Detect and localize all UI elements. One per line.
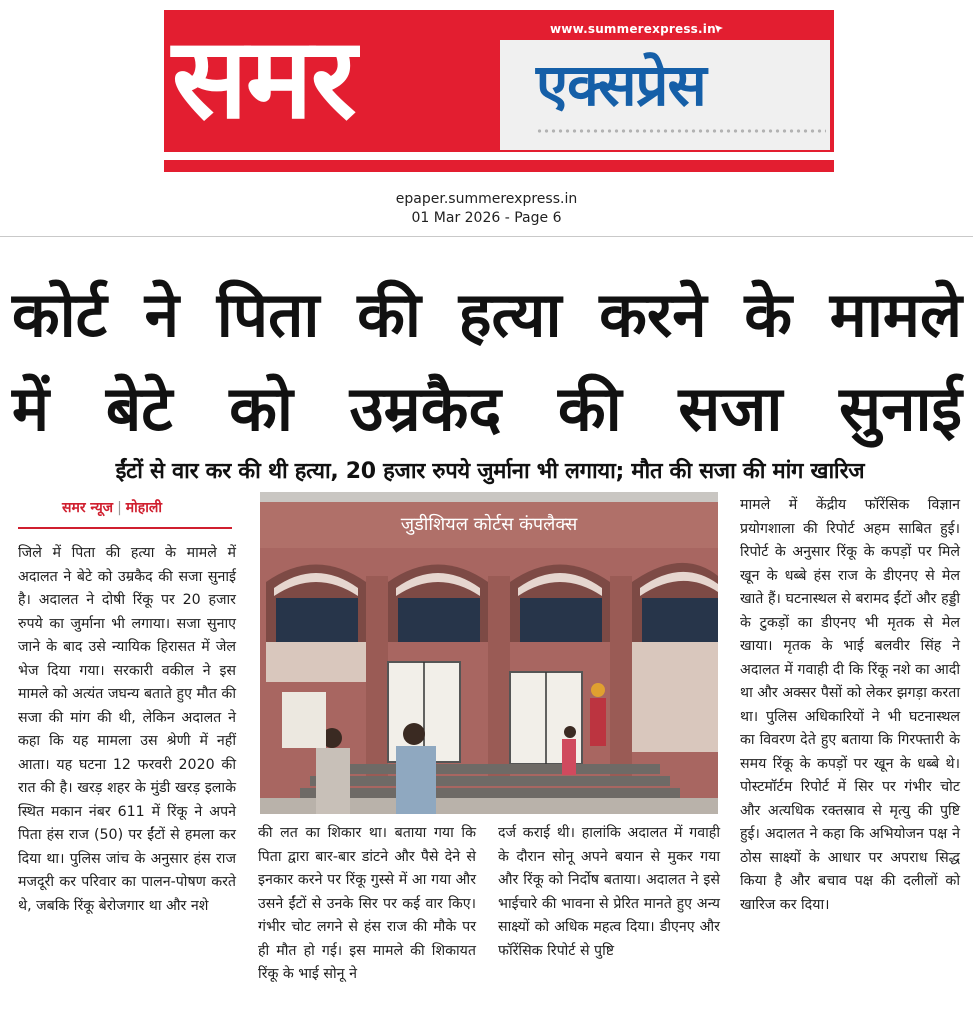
logo-dots-decoration [536, 128, 826, 134]
article-column-2: की लत का शिकार था। बताया गया कि पिता द्वारा बार-बार डांटने और पैसे देने से इनकार करने पर रिंकू गुस्से में आ गया और उसने ईंटों से उनके सिर पर कई वार किए। गंभीर चोट लगने से हंस राज की मौके पर ही मौत हो गई। इस मामले की शिकायत रिंकू के भाई सोनू ने [258, 825, 476, 982]
article-subheadline: ईंटों से वार कर की थी हत्या, 20 हजार रुपये जुर्माना भी लगाया; मौत की सजा की मांग खारिज [115, 459, 865, 484]
epaper-info [0, 190, 973, 228]
article-headline [12, 268, 962, 456]
epaper-site[interactable]: epaper.summerexpress.in [395, 191, 578, 207]
cursor-arrow-icon [712, 22, 726, 36]
logo-main-text: समर [172, 14, 355, 144]
site-url[interactable]: www.summerexpress.in [550, 22, 716, 36]
byline [62, 498, 162, 517]
logo-sub-text: एक्सप्रेस [536, 51, 706, 119]
photo-building-sign: जुडीशियल कोर्टस कंपलैक्स [400, 514, 578, 535]
article-column-4: मामले में केंद्रीय फॉरेंसिक विज्ञान प्रयोगशाला की रिपोर्ट अहम साबित हुई। रिपोर्ट के अनुसार रिंकू के कपड़ों पर मिले खून के धब्बे हंस राज के डीएनए से मेल खाते हैं। घटनास्थल से बरामद ईंटों और हड्डी के टुकड़ों का डीएनए भी मृतक से मेल खाया। मृतक के भाई बलवीर सिंह ने अदालत में गवाही दी कि रिंकू नशे का आदी था और अक्सर पैसों को लेकर झगड़ा करता था। पुलिस अधिकारियों ने भी घटनास्थल का विवरण देते हुए बताया कि गिरफ्तारी के समय रिंकू के कपड़ों पर खून के धब्बे थे। पोस्टमॉर्टम रिपोर्ट में सिर पर गंभीर चोट और अत्यधिक रक्तस्राव से मृत्यु की पुष्टि हुई। अदालत ने कहा कि अभियोजन पक्ष ने ठोस साक्ष्यों के आधार पर अपराध सिद्ध किया है और बचाव पक्ष की दलीलों को खारिज कर दिया। [740, 497, 960, 913]
byline-place: मोहाली [125, 500, 162, 516]
header-separator [0, 236, 973, 237]
article-column-3: दर्ज कराई थी। हालांकि अदालत में गवाही के दौरान सोनू अपने बयान से मुकर गया और रिंकू को निर्दोष बताया। अदालत ने इसे भाईचारे की भावना से प्रेरित मानते हुए अन्य साक्ष्यों को अधिक महत्व दिया। डीएनए और फॉरेंसिक रिपोर्ट से पुष्टि [498, 825, 720, 959]
byline-source: समर न्यूज [62, 500, 114, 516]
masthead-bottom-bar [164, 160, 834, 172]
headline-line-1: कोर्ट ने पिता की हत्या करने के मामले [12, 278, 962, 351]
byline-rule [18, 527, 232, 529]
court-building-illustration [260, 492, 718, 814]
article-column-1: जिले में पिता की हत्या के मामले में अदालत ने बेटे को उम्रकैद की सजा सुनाई है। अदालत ने दोषी रिंकू पर 20 हजार रुपये का जुर्माना भी लगाया। सजा सुनाए जाने के बाद उसे न्यायिक हिरासत में जेल भेज दिया गया। सरकारी वकील ने इस मामले को अत्यंत जघन्य बताते हुए मौत की सजा की मांग की थी, लेकिन अदालत ने कहा कि यह मामला उस श्रेणी में नहीं आता। यह घटना 12 फरवरी 2020 की रात की है। खरड़ शहर के मुंडी खरड़ इलाके स्थित मकान नंबर 611 में रिंकू ने अपने पिता हंस राज (50) पर ईंटों से हमला कर दिया था। पुलिस जांच के अनुसार हंस राज मजदूरी कर परिवार का पालन-पोषण करते थे, जबकि रिंकू बेरोजगार था और नशे [18, 545, 236, 914]
article-photo[interactable] [260, 492, 718, 814]
epaper-date-page: 01 Mar 2026 - Page 6 [411, 210, 562, 226]
masthead-logo[interactable] [164, 10, 834, 172]
headline-line-2: में बेटे को उम्रकैद की सजा सुनाई [12, 372, 962, 445]
byline-separator: | [117, 500, 122, 516]
